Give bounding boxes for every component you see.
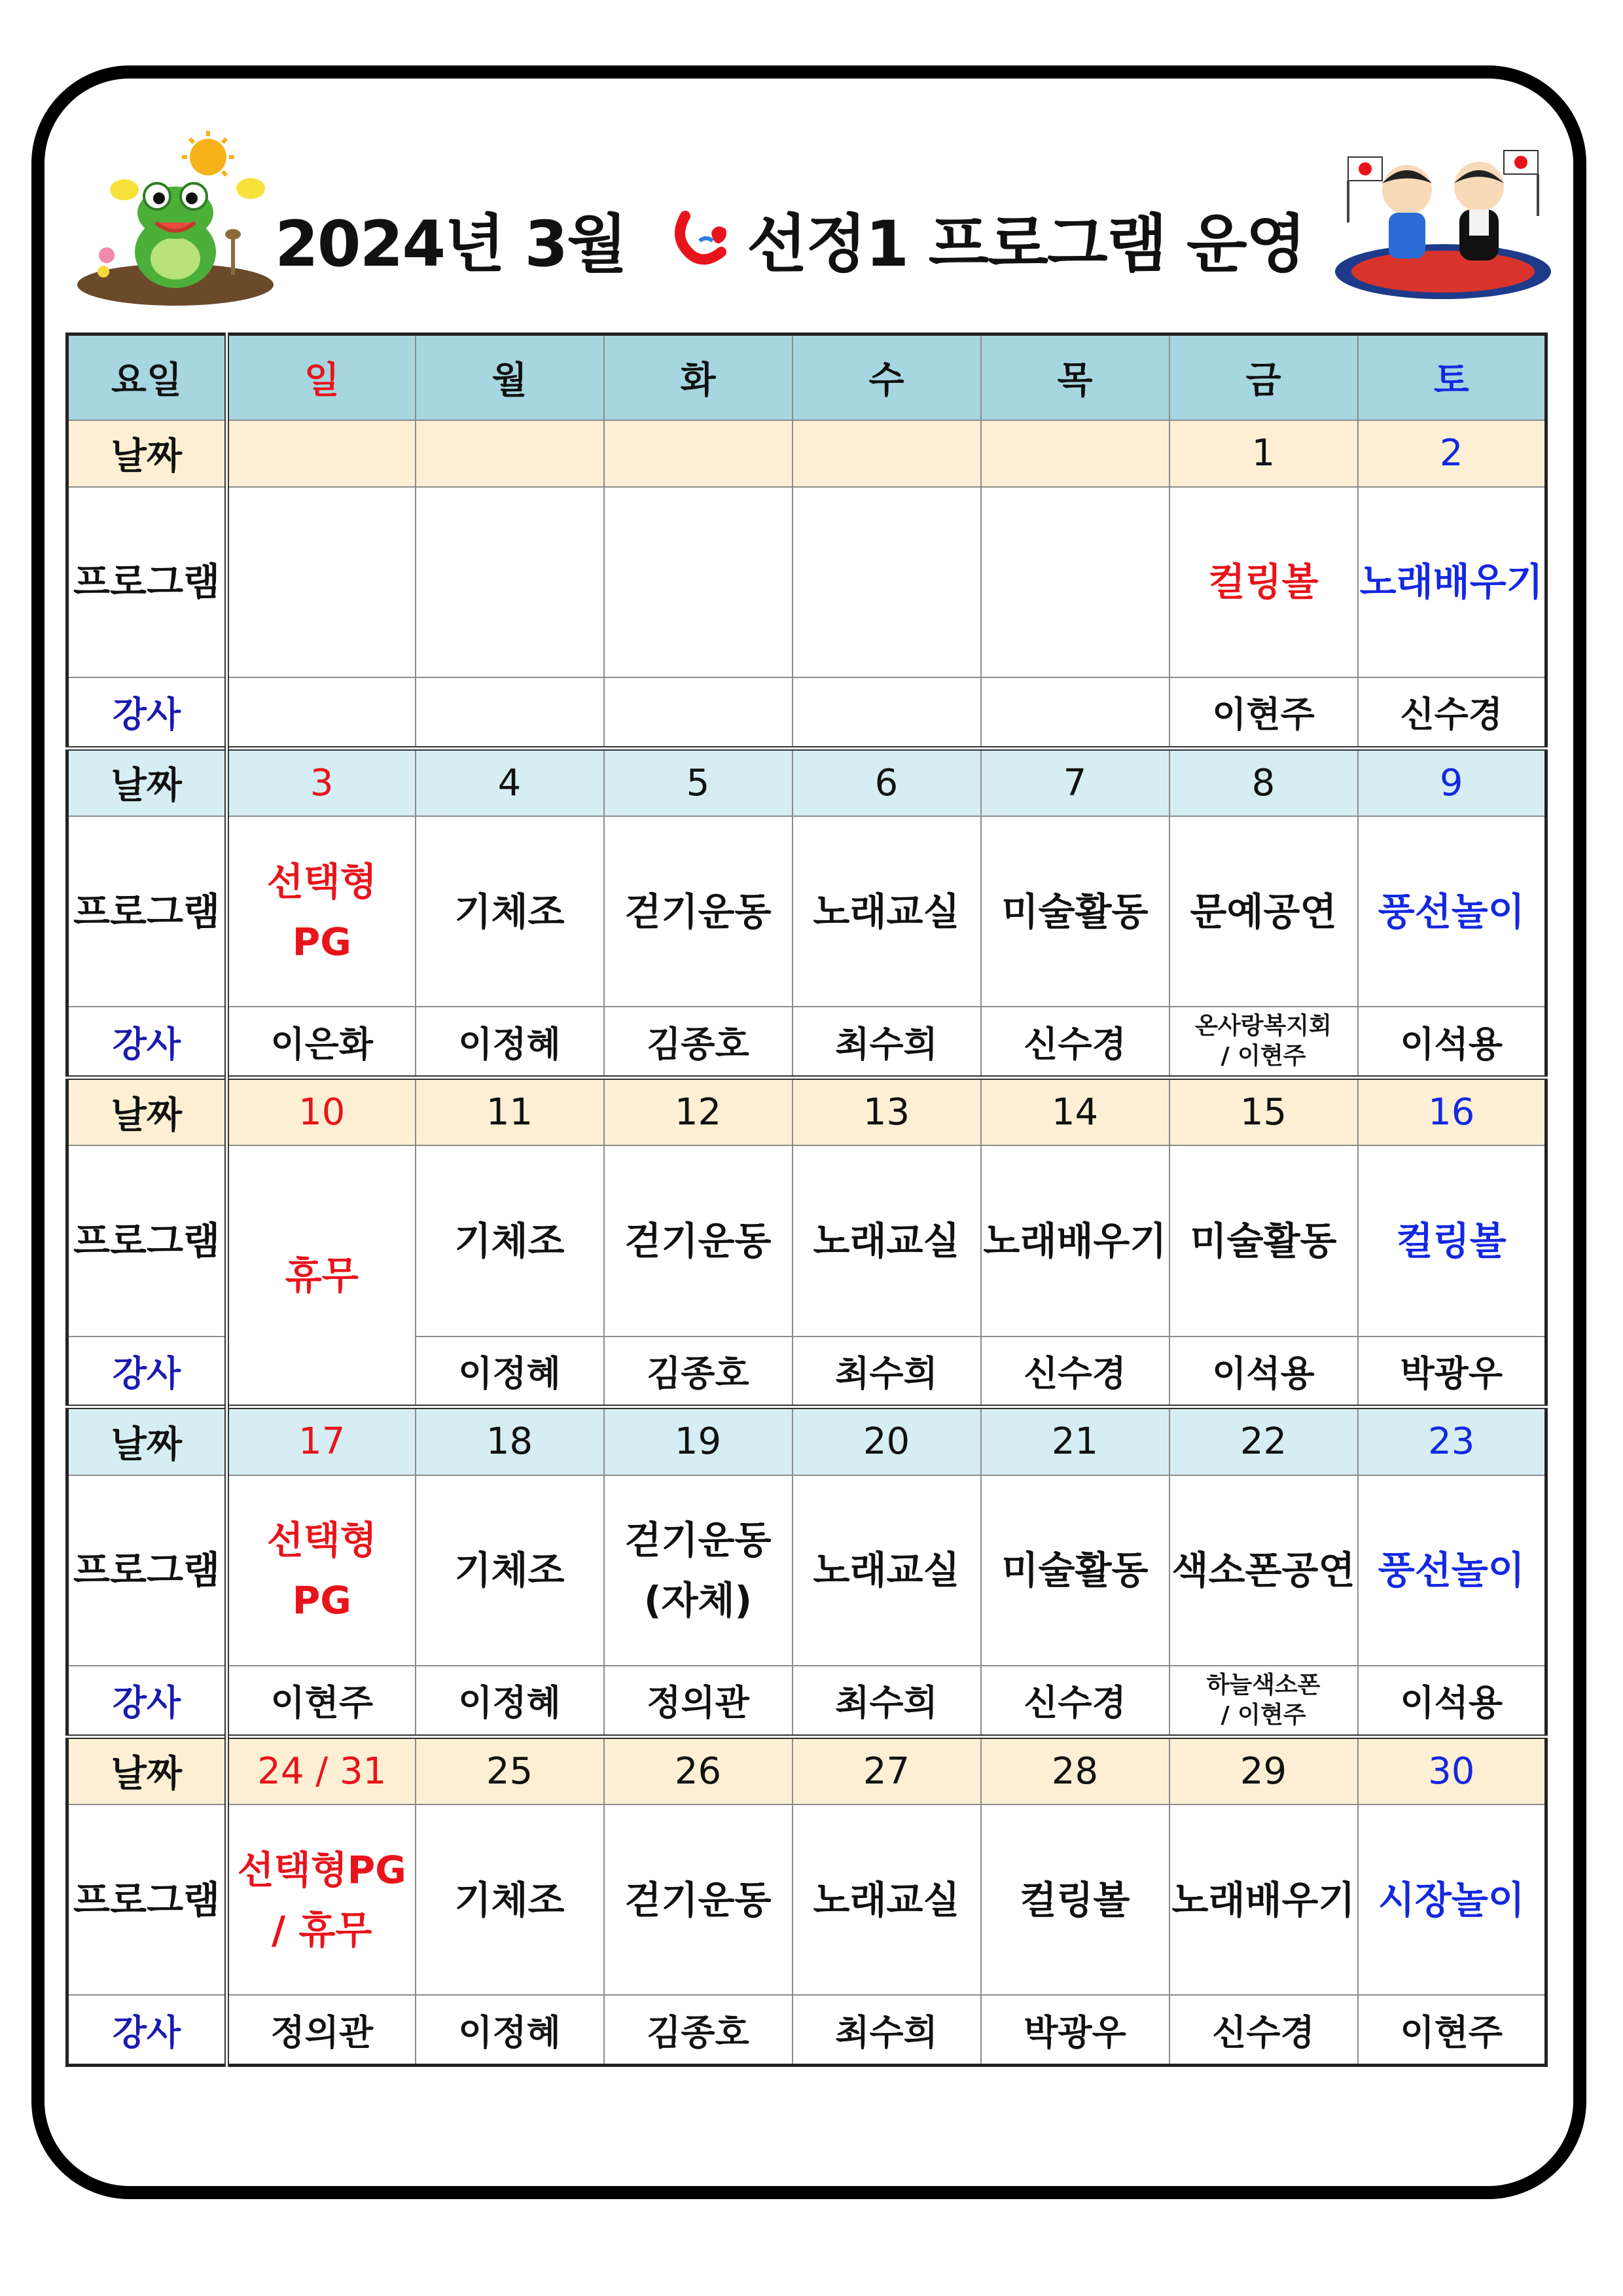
program-cell: 색소폰공연: [1169, 1475, 1358, 1666]
date-cell: 14: [981, 1077, 1169, 1145]
date-cell: 4: [416, 748, 604, 816]
instructor-cell: 이정혜: [416, 1666, 604, 1736]
date-cell: 29: [1169, 1736, 1358, 1804]
program-row: [67, 1475, 1546, 1666]
date-cell: 21: [981, 1407, 1169, 1475]
program-cell: [416, 487, 604, 677]
instructor-cell: 김종호: [604, 1007, 793, 1077]
date-cell: 19: [604, 1407, 793, 1475]
program-row: [67, 1804, 1546, 1995]
weekday-mon: 월: [416, 334, 604, 421]
instructor-row: [67, 1995, 1546, 2065]
instructor-cell: 신수경: [981, 1336, 1169, 1407]
instructor-cell: 이석용: [1169, 1336, 1358, 1407]
date-cell: 1: [1169, 420, 1358, 486]
weekday-wed: 수: [793, 334, 981, 421]
kids-flags-illustration: [1335, 144, 1551, 301]
date-label: 날짜: [67, 1407, 227, 1475]
program-cell: 걷기운동: [604, 1804, 793, 1995]
instructor-cell: 이현주: [1358, 1995, 1546, 2065]
program-label: 프로그램: [67, 1804, 227, 1995]
program-calendar: [65, 332, 1548, 2067]
date-cell: 28: [981, 1736, 1169, 1804]
program-cell: 휴무: [227, 1145, 416, 1407]
date-cell: [981, 420, 1169, 486]
program-cell: 걷기운동 (자체): [604, 1475, 793, 1666]
date-cell: 27: [793, 1736, 981, 1804]
date-row: [67, 1736, 1546, 1804]
date-cell: 25: [416, 1736, 604, 1804]
program-label: 프로그램: [67, 1145, 227, 1336]
date-cell: [793, 420, 981, 486]
instructor-cell: 김종호: [604, 1995, 793, 2065]
program-cell: 노래배우기: [1169, 1804, 1358, 1995]
instructor-cell: 이정혜: [416, 1007, 604, 1077]
instructor-label: 강사: [67, 677, 227, 748]
date-cell: 6: [793, 748, 981, 816]
date-cell: 8: [1169, 748, 1358, 816]
date-cell: 10: [227, 1077, 416, 1145]
frog-sun-illustration: [77, 131, 280, 308]
program-cell: 노래교실: [793, 1804, 981, 1995]
program-cell: 시장놀이: [1358, 1804, 1546, 1995]
program-cell: 노래배우기: [981, 1145, 1169, 1336]
program-cell: 걷기운동: [604, 1145, 793, 1336]
instructor-label: 강사: [67, 1666, 227, 1736]
instructor-cell: 신수경: [981, 1007, 1169, 1077]
program-cell: [793, 487, 981, 677]
date-cell: [227, 420, 416, 486]
date-cell: 22: [1169, 1407, 1358, 1475]
instructor-cell: 최수희: [793, 1007, 981, 1077]
instructor-cell: 박광우: [1358, 1336, 1546, 1407]
program-row: [67, 1145, 1546, 1336]
date-cell: 3: [227, 748, 416, 816]
program-row: [67, 487, 1546, 677]
date-cell: 15: [1169, 1077, 1358, 1145]
date-cell: 9: [1358, 748, 1546, 816]
date-label: 날짜: [67, 1077, 227, 1145]
instructor-cell: 온사랑복지회 / 이현주: [1169, 1007, 1358, 1077]
instructor-cell: [416, 677, 604, 748]
date-cell: 18: [416, 1407, 604, 1475]
instructor-cell: 김종호: [604, 1336, 793, 1407]
instructor-cell: 이석용: [1358, 1666, 1546, 1736]
date-row: [67, 420, 1546, 486]
program-cell: 컬링볼: [1358, 1145, 1546, 1336]
program-cell: 노래교실: [793, 1475, 981, 1666]
date-cell: 24 / 31: [227, 1736, 416, 1804]
program-cell: 풍선놀이: [1358, 1475, 1546, 1666]
program-cell: 걷기운동: [604, 816, 793, 1007]
date-cell: [604, 420, 793, 486]
date-cell: 23: [1358, 1407, 1546, 1475]
instructor-cell: 최수희: [793, 1666, 981, 1736]
date-cell: 2: [1358, 420, 1546, 486]
instructor-label: 강사: [67, 1995, 227, 2065]
program-cell: 노래배우기: [1358, 487, 1546, 677]
program-label: 프로그램: [67, 487, 227, 677]
program-cell: 풍선놀이: [1358, 816, 1546, 1007]
instructor-cell: 하늘색소폰 / 이현주: [1169, 1666, 1358, 1736]
program-label: 프로그램: [67, 816, 227, 1007]
instructor-cell: 신수경: [981, 1666, 1169, 1736]
instructor-cell: 이현주: [1169, 677, 1358, 748]
instructor-row: [67, 677, 1546, 748]
heart-logo-icon: [666, 203, 738, 275]
date-label: 날짜: [67, 420, 227, 486]
program-cell: 기체조: [416, 1145, 604, 1336]
weekday-header-row: [67, 334, 1546, 421]
instructor-cell: [793, 677, 981, 748]
instructor-cell: 신수경: [1169, 1995, 1358, 2065]
date-cell: 26: [604, 1736, 793, 1804]
instructor-cell: 정의관: [227, 1995, 416, 2065]
program-cell: [981, 487, 1169, 677]
program-row: [67, 816, 1546, 1007]
program-cell: 노래교실: [793, 816, 981, 1007]
page-title: [275, 200, 1306, 281]
program-cell: 선택형PG / 휴무: [227, 1804, 416, 1995]
program-cell: 기체조: [416, 1804, 604, 1995]
program-cell: 선택형 PG: [227, 1475, 416, 1666]
date-cell: 30: [1358, 1736, 1546, 1804]
date-label: 날짜: [67, 1736, 227, 1804]
date-cell: 7: [981, 748, 1169, 816]
instructor-row: [67, 1007, 1546, 1077]
instructor-cell: 박광우: [981, 1995, 1169, 2065]
date-cell: 5: [604, 748, 793, 816]
date-label: 날짜: [67, 748, 227, 816]
instructor-cell: [981, 677, 1169, 748]
instructor-cell: 최수희: [793, 1995, 981, 2065]
program-cell: 기체조: [416, 816, 604, 1007]
instructor-cell: 이정혜: [416, 1336, 604, 1407]
program-cell: 문예공연: [1169, 816, 1358, 1007]
title-program: 선정1 프로그램 운영: [746, 207, 1306, 281]
program-label: 프로그램: [67, 1475, 227, 1666]
date-cell: 16: [1358, 1077, 1546, 1145]
instructor-row: [67, 1666, 1546, 1736]
date-cell: 17: [227, 1407, 416, 1475]
program-cell: 노래교실: [793, 1145, 981, 1336]
date-cell: [416, 420, 604, 486]
weekday-fri: 금: [1169, 334, 1358, 421]
program-cell: 컬링볼: [1169, 487, 1358, 677]
instructor-label: 강사: [67, 1007, 227, 1077]
weekday-sat: 토: [1358, 334, 1546, 421]
instructor-cell: 이현주: [227, 1666, 416, 1736]
instructor-cell: [604, 677, 793, 748]
instructor-cell: [227, 677, 416, 748]
date-cell: 11: [416, 1077, 604, 1145]
title-month: 2024년 3월: [275, 207, 626, 281]
program-cell: 미술활동: [981, 1475, 1169, 1666]
program-cell: 미술활동: [1169, 1145, 1358, 1336]
program-cell: 컬링볼: [981, 1804, 1169, 1995]
program-cell: 미술활동: [981, 816, 1169, 1007]
weekday-label: 요일: [67, 334, 227, 421]
instructor-cell: 이은화: [227, 1007, 416, 1077]
program-cell: [604, 487, 793, 677]
program-cell: [227, 487, 416, 677]
weekday-thu: 목: [981, 334, 1169, 421]
weekday-sun: 일: [227, 334, 416, 421]
date-cell: 13: [793, 1077, 981, 1145]
instructor-cell: 최수희: [793, 1336, 981, 1407]
date-cell: 12: [604, 1077, 793, 1145]
date-row: [67, 1077, 1546, 1145]
instructor-cell: 이석용: [1358, 1007, 1546, 1077]
date-cell: 20: [793, 1407, 981, 1475]
program-cell: 기체조: [416, 1475, 604, 1666]
instructor-cell: 정의관: [604, 1666, 793, 1736]
instructor-label: 강사: [67, 1336, 227, 1407]
weekday-tue: 화: [604, 334, 793, 421]
date-row: [67, 748, 1546, 816]
instructor-cell: 신수경: [1358, 677, 1546, 748]
program-cell: 선택형 PG: [227, 816, 416, 1007]
date-row: [67, 1407, 1546, 1475]
instructor-cell: 이정혜: [416, 1995, 604, 2065]
